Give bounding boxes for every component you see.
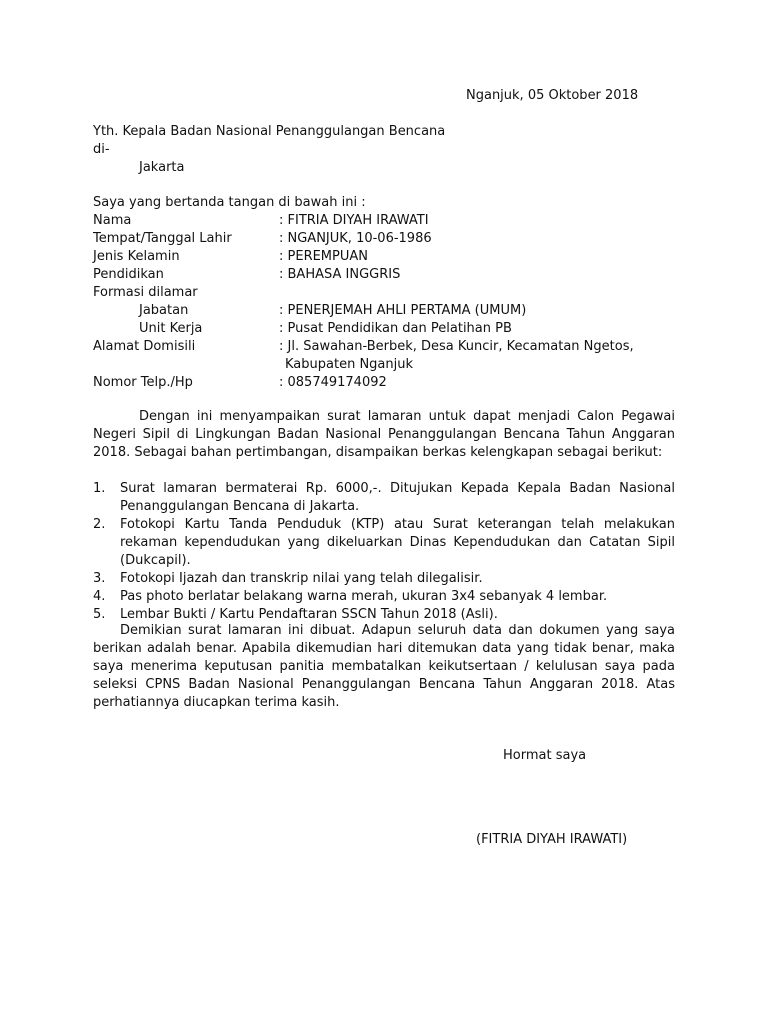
field-value-continued: Kabupaten Nganjuk	[285, 357, 414, 372]
list-text: Fotokopi Kartu Tanda Penduduk (KTP) atau Surat keterangan telah melakukan rekaman kependudukan yang dikeluarkan Dinas Kependudukan dan Catatan Sipil (Dukcapil).	[120, 517, 675, 568]
field-value: : 085749174092	[279, 375, 387, 390]
field-label: Jenis Kelamin	[93, 249, 180, 264]
field-label: Alamat Domisili	[93, 339, 196, 354]
list-text: Surat lamaran bermaterai Rp. 6000,-. Ditujukan Kepada Kepala Badan Nasional Penanggulangan Bencana di Jakarta.	[120, 481, 675, 514]
field-value: : PEREMPUAN	[279, 249, 369, 264]
field-label: Nama	[93, 213, 132, 228]
field-label: Tempat/Tanggal Lahir	[93, 231, 232, 246]
list-number: 3.	[93, 571, 106, 586]
field-value: : PENERJEMAH AHLI PERTAMA (UMUM)	[279, 303, 527, 318]
list-number: 2.	[93, 517, 106, 532]
field-row-telp	[93, 374, 693, 392]
field-label: Pendidikan	[93, 267, 164, 282]
field-label: Jabatan	[139, 303, 189, 318]
recipient-line-1: Yth. Kepala Badan Nasional Penanggulangan Bencana	[93, 124, 446, 139]
field-row-ttl	[93, 230, 693, 248]
field-value: : Jl. Sawahan-Berbek, Desa Kuncir, Kecamatan Ngetos,	[279, 339, 634, 354]
signature-name: (FITRIA DIYAH IRAWATI)	[476, 832, 628, 847]
list-item	[93, 570, 675, 588]
field-row-alamat	[93, 338, 693, 374]
list-number: 1.	[93, 481, 106, 496]
closing-salutation: Hormat saya	[503, 748, 587, 763]
list-text: Fotokopi Ijazah dan transkrip nilai yang telah dilegalisir.	[120, 571, 483, 586]
place-date: Nganjuk, 05 Oktober 2018	[466, 88, 639, 103]
field-label: Formasi dilamar	[93, 285, 198, 300]
field-row-pendidikan	[93, 266, 693, 284]
field-label: Unit Kerja	[139, 321, 203, 336]
intro-sentence: Saya yang bertanda tangan di bawah ini :	[93, 195, 366, 210]
field-label: Nomor Telp./Hp	[93, 375, 193, 390]
list-item	[93, 480, 675, 516]
applicant-fields	[93, 212, 693, 392]
body-paragraph-1: Dengan ini menyampaikan surat lamaran untuk dapat menjadi Calon Pegawai Negeri Sipil di Lingkungan Badan Nasional Penanggulangan Bencana Tahun Anggaran 2018. Sebagai bahan pertimbangan, disampaikan berkas kelengkapan sebagai berikut:	[93, 409, 675, 460]
field-value: : BAHASA INGGRIS	[279, 267, 401, 282]
field-value: : FITRIA DIYAH IRAWATI	[279, 213, 429, 228]
field-row-jenis-kelamin	[93, 248, 693, 266]
list-number: 5.	[93, 607, 106, 622]
recipient-line-3: Jakarta	[139, 160, 185, 175]
field-row-formasi	[93, 284, 693, 302]
field-value: : Pusat Pendidikan dan Pelatihan PB	[279, 321, 512, 336]
list-number: 4.	[93, 589, 106, 604]
list-text: Pas photo berlatar belakang warna merah, ukuran 3x4 sebanyak 4 lembar.	[120, 589, 608, 604]
recipient-line-2: di-	[93, 142, 110, 157]
list-item	[93, 588, 675, 606]
field-row-nama	[93, 212, 693, 230]
body-paragraph-2: Demikian surat lamaran ini dibuat. Adapun seluruh data dan dokumen yang saya berikan adalah benar. Apabila dikemudian hari ditemukan data yang tidak benar, maka saya menerima keputusan panitia membatalkan keikutsertaan / kelulusan saya pada seleksi CPNS Badan Nasional Penanggulangan Bencana Tahun Anggaran 2018. Atas perhatiannya diucapkan terima kasih.	[93, 623, 675, 710]
field-row-jabatan	[93, 302, 693, 320]
list-item	[93, 516, 675, 570]
list-text: Lembar Bukti / Kartu Pendaftaran SSCN Tahun 2018 (Asli).	[120, 607, 498, 622]
attachment-list	[93, 480, 675, 624]
field-row-unit-kerja	[93, 320, 693, 338]
field-value: : NGANJUK, 10-06-1986	[279, 231, 432, 246]
